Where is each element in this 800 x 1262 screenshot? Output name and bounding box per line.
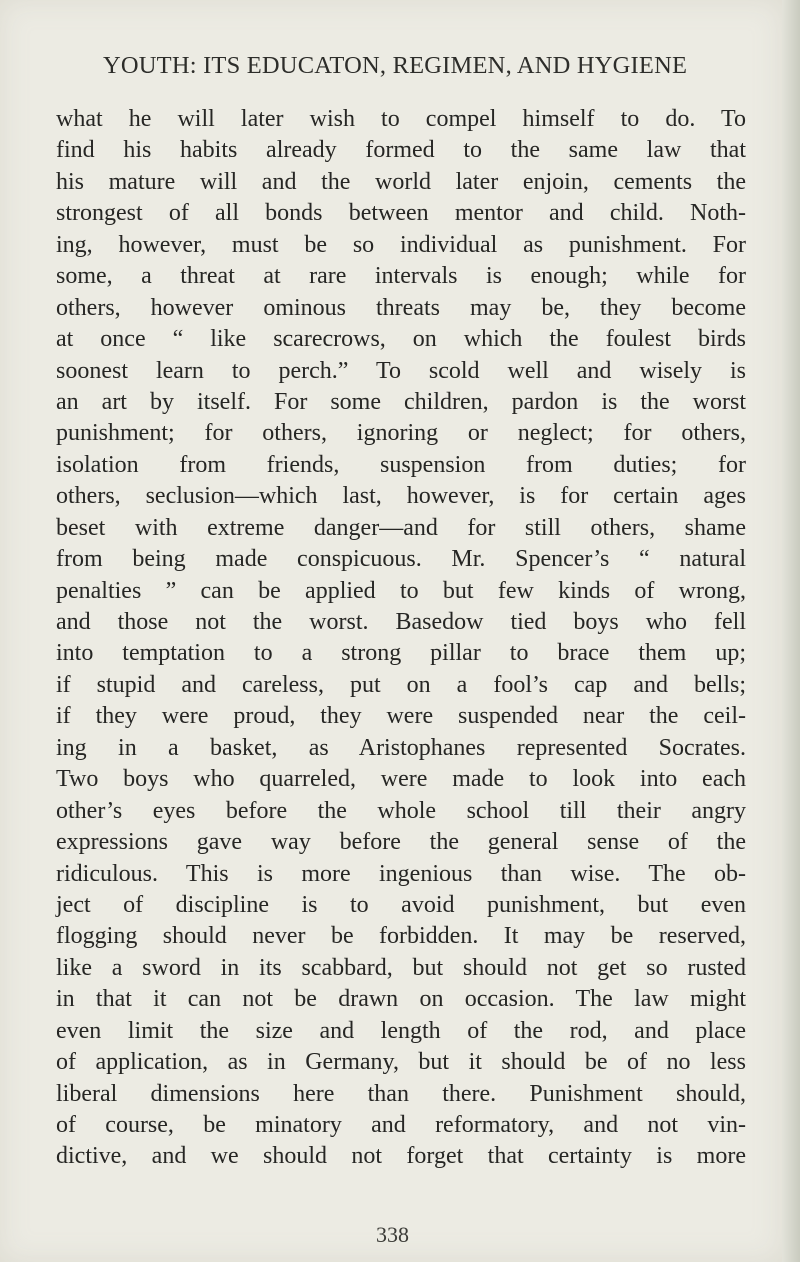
text-line: dictive, and we should not forget that certainty is more bbox=[56, 1143, 746, 1170]
text-line: Two boys who quarreled, were made to look into each bbox=[56, 766, 746, 793]
text-line: if stupid and careless, put on a fool’s cap and bells; bbox=[56, 671, 746, 698]
text-line: flogging should never be forbidden. It may be reserved, bbox=[56, 923, 746, 950]
text-line: an art by itself. For some children, pardon is the worst bbox=[56, 388, 746, 415]
text-line: from being made conspicuous. Mr. Spencer’s “ natural bbox=[56, 546, 746, 573]
body-text bbox=[56, 104, 746, 1173]
page-number: 338 bbox=[376, 1222, 409, 1247]
text-line: his mature will and the world later enjoin, cements the bbox=[56, 168, 746, 195]
text-line: other’s eyes before the whole school till their angry bbox=[56, 797, 746, 824]
text-line: strongest of all bonds between mentor and child. Noth- bbox=[56, 200, 746, 227]
text-line: expressions gave way before the general sense of the bbox=[56, 829, 746, 856]
text-line: beset with extreme danger—and for still others, shame bbox=[56, 514, 746, 541]
text-line: what he will later wish to compel himself to do. To bbox=[56, 106, 746, 132]
text-line: punishment; for others, ignoring or neglect; for others, bbox=[56, 420, 746, 447]
text-line: in that it can not be drawn on occasion. The law might bbox=[56, 986, 746, 1013]
text-line: others, seclusion—which last, however, is for certain ages bbox=[56, 483, 746, 510]
text-line: ing in a basket, as Aristophanes represented Socrates. bbox=[56, 734, 746, 761]
text-line: of application, as in Germany, but it should be of no less bbox=[56, 1049, 746, 1076]
text-line: at once “ like scarecrows, on which the foulest birds bbox=[56, 326, 746, 353]
text-line: others, however ominous threats may be, they become bbox=[56, 294, 746, 321]
text-line: ridiculous. This is more ingenious than wise. The ob- bbox=[56, 860, 746, 887]
text-line: if they were proud, they were suspended near the ceil- bbox=[56, 703, 746, 730]
text-line: ing, however, must be so individual as punishment. For bbox=[56, 231, 746, 258]
text-line: of course, be minatory and reformatory, and not vin- bbox=[56, 1112, 746, 1138]
text-line: like a sword in its scabbard, but should not get so rusted bbox=[56, 954, 746, 981]
text-line: liberal dimensions here than there. Punishment should, bbox=[56, 1080, 746, 1107]
text-line: penalties ” can be applied to but few kinds of wrong, bbox=[56, 577, 746, 604]
text-line: into temptation to a strong pillar to brace them up; bbox=[56, 640, 746, 667]
text-line: and those not the worst. Basedow tied boys who fell bbox=[56, 609, 746, 635]
text-line: find his habits already formed to the same law that bbox=[56, 137, 746, 164]
text-line: isolation from friends, suspension from duties; for bbox=[56, 451, 746, 478]
text-line: soonest learn to perch.” To scold well and wisely is bbox=[56, 357, 746, 384]
text-line: some, a threat at rare intervals is enough; while for bbox=[56, 263, 746, 290]
running-head: YOUTH: ITS EDUCATON, REGIMEN, AND HYGIENE bbox=[103, 52, 688, 79]
page-edge bbox=[782, 0, 800, 1262]
text-line: even limit the size and length of the rod, and place bbox=[56, 1017, 746, 1044]
text-line: ject of discipline is to avoid punishment, but even bbox=[56, 891, 746, 918]
